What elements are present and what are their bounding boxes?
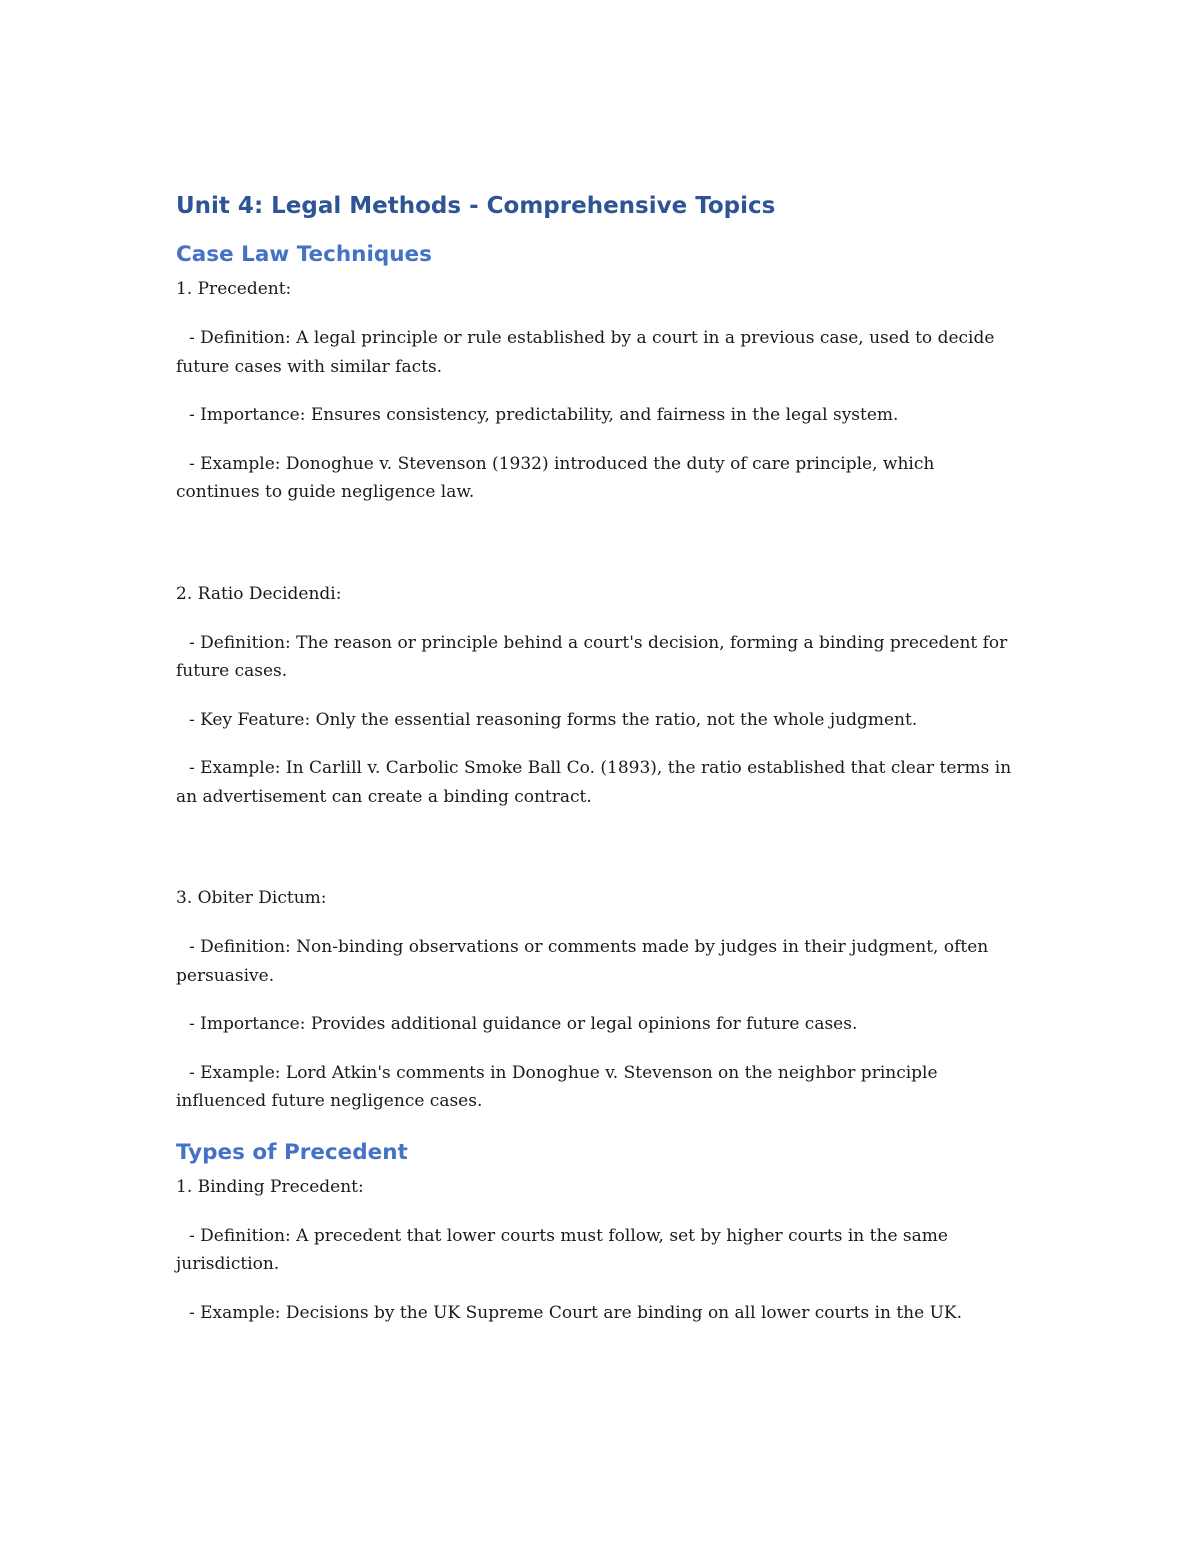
section-heading: Case Law Techniques — [176, 242, 432, 267]
list-item-ratio-decidendi — [176, 581, 1016, 812]
item-detail — [176, 629, 1016, 686]
item-detail — [176, 1059, 1016, 1116]
item-detail — [176, 450, 1016, 507]
list-item-binding-precedent — [176, 1174, 1016, 1328]
detail-text: - Definition: The reason or principle behind a court's decision, forming a binding precedent for future cases. — [176, 632, 1008, 681]
list-item-precedent — [176, 276, 1016, 507]
detail-text: - Importance: Provides additional guidance or legal opinions for future cases. — [189, 1014, 858, 1034]
item-detail — [176, 401, 1016, 430]
list-item-obiter-dictum — [176, 885, 1016, 1116]
item-detail — [176, 324, 1016, 381]
item-title: 1. Precedent: — [176, 279, 292, 299]
section-types-of-precedent — [176, 1138, 1016, 1328]
item-title: 2. Ratio Decidendi: — [176, 583, 342, 604]
section-case-law-techniques — [176, 240, 1016, 1116]
section-heading: Types of Precedent — [176, 1139, 408, 1165]
detail-text: - Definition: Non-binding observations or comments made by judges in their judgment, often persuasive. — [176, 937, 989, 986]
item-detail — [176, 706, 1016, 735]
document-title: Unit 4: Legal Methods - Comprehensive Topics — [176, 193, 776, 219]
detail-text: - Example: Decisions by the UK Supreme Court are binding on all lower courts in the UK. — [189, 1302, 963, 1323]
detail-text: - Importance: Ensures consistency, predictability, and fairness in the legal system. — [189, 405, 899, 425]
detail-text: - Key Feature: Only the essential reasoning forms the ratio, not the whole judgment. — [189, 709, 918, 730]
detail-text: - Definition: A precedent that lower courts must follow, set by higher courts in the same jurisdiction. — [176, 1225, 948, 1274]
detail-text: - Example: In Carlill v. Carbolic Smoke Ball Co. (1893), the ratio established that clear terms in an advertisement can create a binding contract. — [176, 758, 1012, 807]
detail-text: - Definition: A legal principle or rule established by a court in a previous case, used to decide future cases with similar facts. — [176, 328, 995, 377]
item-title: 3. Obiter Dictum: — [176, 888, 327, 908]
spacer — [176, 831, 1016, 885]
item-detail — [176, 1299, 1016, 1328]
item-detail — [176, 933, 1016, 990]
item-detail — [176, 1010, 1016, 1039]
item-detail — [176, 1222, 1016, 1279]
document-page — [176, 190, 1016, 1347]
spacer — [176, 527, 1016, 581]
detail-text: - Example: Donoghue v. Stevenson (1932) introduced the duty of care principle, which continues to guide negligence law. — [176, 453, 935, 502]
detail-text: - Example: Lord Atkin's comments in Donoghue v. Stevenson on the neighbor principle influenced future negligence cases. — [176, 1062, 938, 1111]
item-detail — [176, 754, 1016, 811]
item-title: 1. Binding Precedent: — [176, 1176, 364, 1197]
